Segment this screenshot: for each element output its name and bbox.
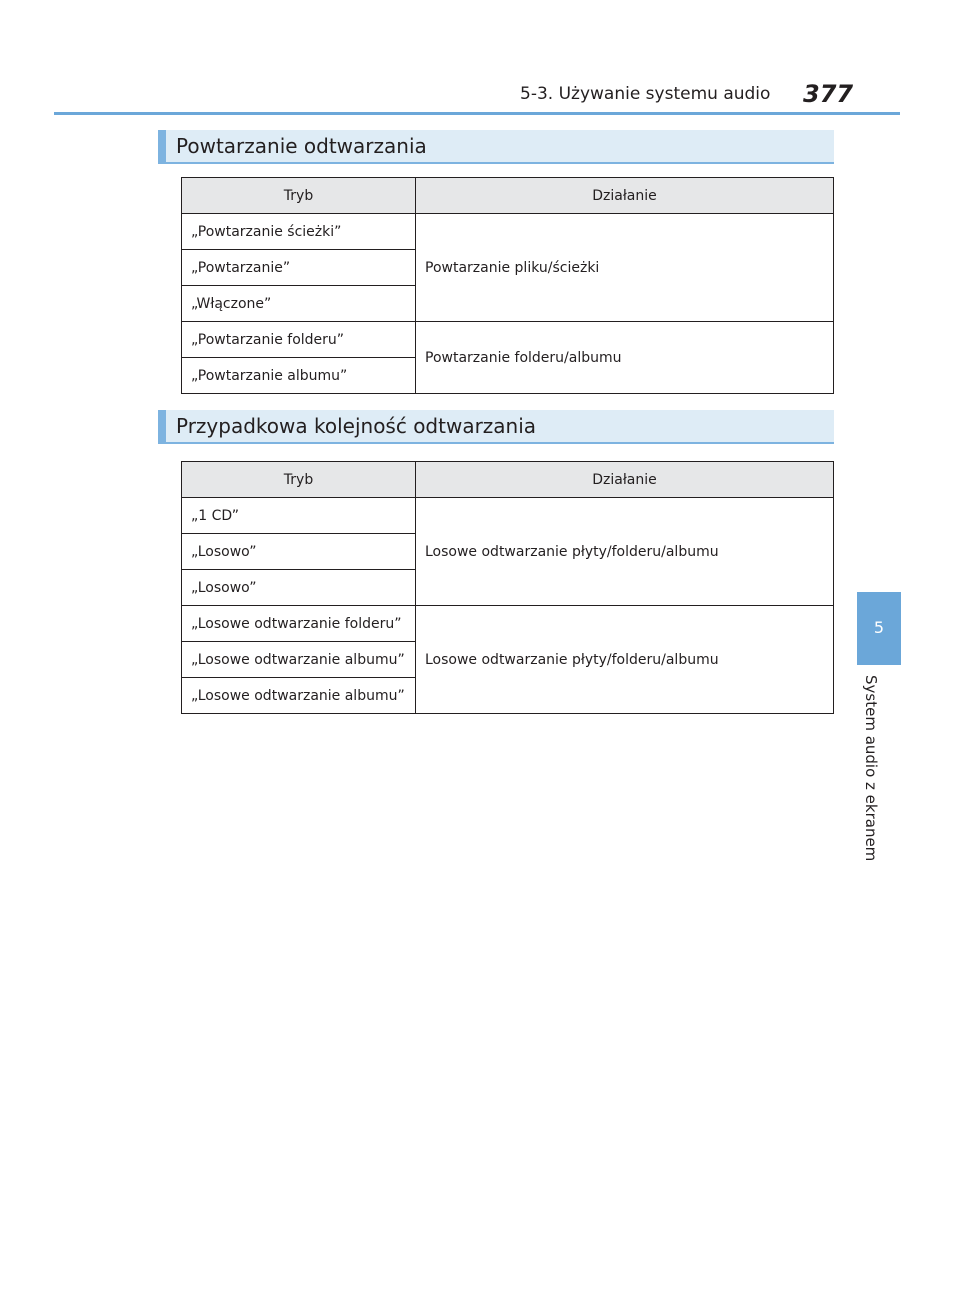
table-header-row xyxy=(182,462,834,498)
chapter-number: 5 xyxy=(873,618,885,637)
section-title-random: Przypadkowa kolejność odtwarzania xyxy=(158,410,834,444)
table-row xyxy=(182,498,834,534)
action-cell: Powtarzanie pliku/ścieżki xyxy=(416,214,834,322)
mode-cell: „Losowo” xyxy=(182,534,416,570)
mode-cell: „Powtarzanie albumu” xyxy=(182,358,416,394)
table-row xyxy=(182,322,834,358)
action-cell: Losowe odtwarzanie płyty/folderu/albumu xyxy=(416,606,834,714)
column-header-action: Działanie xyxy=(416,462,834,498)
random-modes-table xyxy=(181,461,834,714)
table-header-row xyxy=(182,178,834,214)
mode-cell: „Losowe odtwarzanie folderu” xyxy=(182,606,416,642)
mode-cell: „Losowo” xyxy=(182,570,416,606)
column-header-mode: Tryb xyxy=(182,178,416,214)
mode-cell: „1 CD” xyxy=(182,498,416,534)
section-heading: 5-3. Używanie systemu audio xyxy=(520,84,771,104)
mode-cell: „Powtarzanie ścieżki” xyxy=(182,214,416,250)
page-number: 377 xyxy=(803,80,854,108)
chapter-title: System audio z ekranem xyxy=(862,675,880,862)
mode-cell: „Włączone” xyxy=(182,286,416,322)
repeat-modes-table xyxy=(181,177,834,394)
header-divider xyxy=(54,112,900,115)
mode-cell: „Losowe odtwarzanie albumu” xyxy=(182,678,416,714)
section-title-repeat: Powtarzanie odtwarzania xyxy=(158,130,834,164)
column-header-action: Działanie xyxy=(416,178,834,214)
table-row xyxy=(182,606,834,642)
action-cell: Powtarzanie folderu/albumu xyxy=(416,322,834,394)
column-header-mode: Tryb xyxy=(182,462,416,498)
chapter-tab xyxy=(857,592,901,665)
action-cell: Losowe odtwarzanie płyty/folderu/albumu xyxy=(416,498,834,606)
mode-cell: „Powtarzanie folderu” xyxy=(182,322,416,358)
mode-cell: „Losowe odtwarzanie albumu” xyxy=(182,642,416,678)
table-row xyxy=(182,214,834,250)
mode-cell: „Powtarzanie” xyxy=(182,250,416,286)
